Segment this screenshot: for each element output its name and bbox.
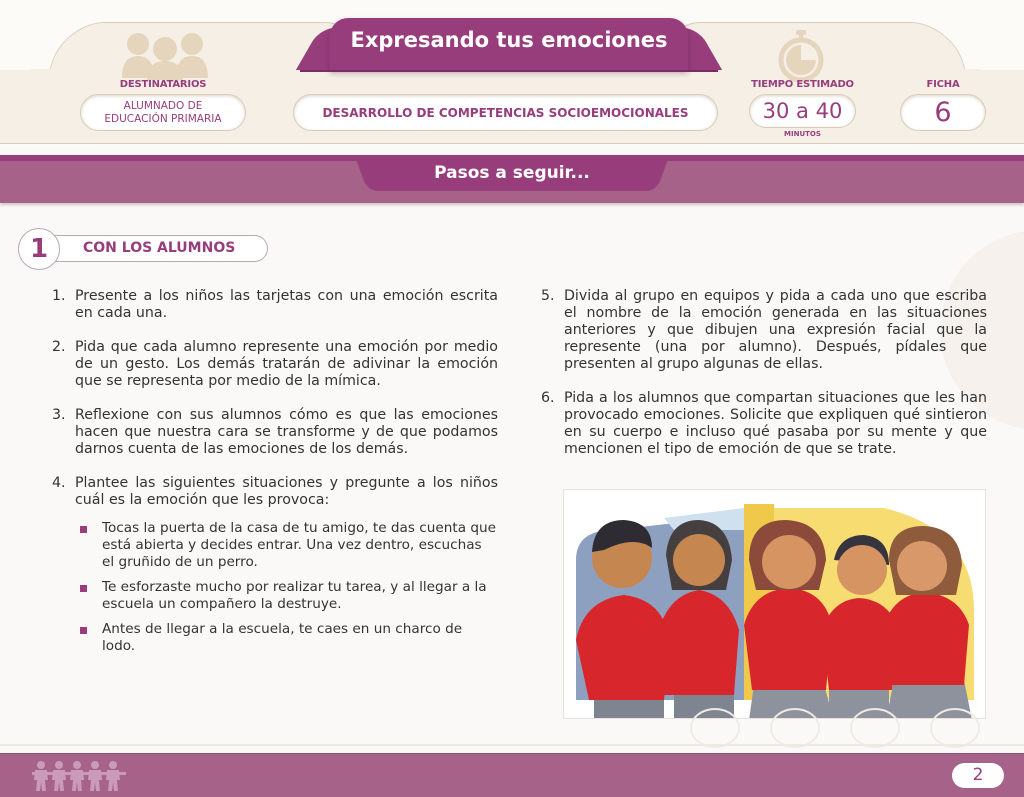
step-number: 2. [52, 339, 66, 355]
people-icon [120, 30, 210, 80]
situation-text: Te esforzaste mucho por realizar tu tarea, y al llegar a la escuela un compañero la destruye. [102, 579, 487, 612]
stopwatch-icon [775, 30, 827, 82]
step-item [52, 288, 498, 322]
step-number: 4. [52, 475, 66, 491]
square-bullet-icon [80, 627, 87, 634]
destinatarios-value [80, 94, 246, 131]
steps-right-column [541, 288, 987, 475]
square-bullet-icon [80, 526, 87, 533]
section-number: 1 [18, 228, 60, 270]
paper-chain-people-icon [32, 760, 126, 792]
page-number: 2 [952, 763, 1004, 788]
destinatarios-line2: EDUCACIÓN PRIMARIA [104, 112, 222, 125]
students-illustration [563, 489, 986, 719]
situation-item [80, 520, 498, 571]
situation-item [80, 579, 498, 613]
step-text: Pida que cada alumno represente una emoción por medio de un gesto. Los demás tratarán de adivinar la emoción que se representa por medio de la mímica. [75, 339, 498, 389]
step-text: Reflexione con sus alumnos cómo es que las emociones hacen que nuestra cara se transforme y de que podamos darnos cuenta de las emociones de los demás. [75, 407, 498, 457]
header [0, 0, 1024, 145]
step-number: 5. [541, 288, 555, 304]
square-bullet-icon [80, 585, 87, 592]
step-number: 3. [52, 407, 66, 423]
tiempo-unit: MINUTOS [784, 130, 821, 138]
steps-banner-label: Pasos a seguir... [434, 163, 590, 183]
step-text: Presente a los niños las tarjetas con una emoción escrita en cada una. [75, 288, 498, 321]
tiempo-label: TIEMPO ESTIMADO [751, 79, 854, 90]
students-talking-image [564, 490, 986, 719]
decorative-circle [770, 708, 820, 748]
title-tab [300, 18, 718, 72]
decorative-circle [850, 708, 900, 748]
step-item [541, 288, 987, 373]
ficha-label: FICHA [926, 79, 960, 90]
step-item [52, 475, 498, 509]
step-item [52, 407, 498, 458]
situations-list [80, 520, 498, 655]
competencia-value: DESARROLLO DE COMPETENCIAS SOCIOEMOCIONALES [293, 94, 718, 131]
steps-left-column [52, 288, 498, 663]
step-number: 1. [52, 288, 66, 304]
destinatarios-line1: ALUMNADO DE [123, 99, 203, 112]
decorative-circle [690, 708, 740, 748]
ficha-value: 6 [900, 94, 986, 131]
situation-item [80, 621, 498, 655]
step-item [541, 390, 987, 458]
page-title: Expresando tus emociones [350, 28, 668, 52]
step-text: Divida al grupo en equipos y pida a cada uno que escriba el nombre de la emoción generada en las situaciones anteriores y que dibujen una expresión facial que la represente (una por alumno). Después, pídales que presenten al grupo algunas de ellas. [564, 288, 987, 372]
decorative-circle [930, 708, 980, 748]
section-title: CON LOS ALUMNOS [83, 240, 236, 256]
situation-text: Antes de llegar a la escuela, te caes en un charco de lodo. [102, 621, 463, 654]
destinatarios-label: DESTINATARIOS [119, 79, 207, 90]
title-tab-underline [300, 70, 718, 72]
footer [0, 753, 1024, 797]
situation-text: Tocas la puerta de la casa de tu amigo, te das cuenta que está abierta y decides entrar. Una vez dentro, escuchas el gruñido de un perro. [102, 520, 496, 570]
footer-divider [0, 744, 1024, 746]
step-number: 6. [541, 390, 555, 406]
step-text: Plantee las siguientes situaciones y pregunte a los niños cuál es la emoción que les provoca: [75, 475, 498, 508]
tiempo-value: 30 a 40 [749, 94, 856, 128]
step-text: Pida a los alumnos que compartan situaciones que les han provocado emociones. Solicite que expliquen qué sintieron en su cuerpo e incluso qué pasaba por su mente y que mencionen el tipo de emoción de que se trate. [564, 390, 987, 457]
step-item [52, 339, 498, 390]
